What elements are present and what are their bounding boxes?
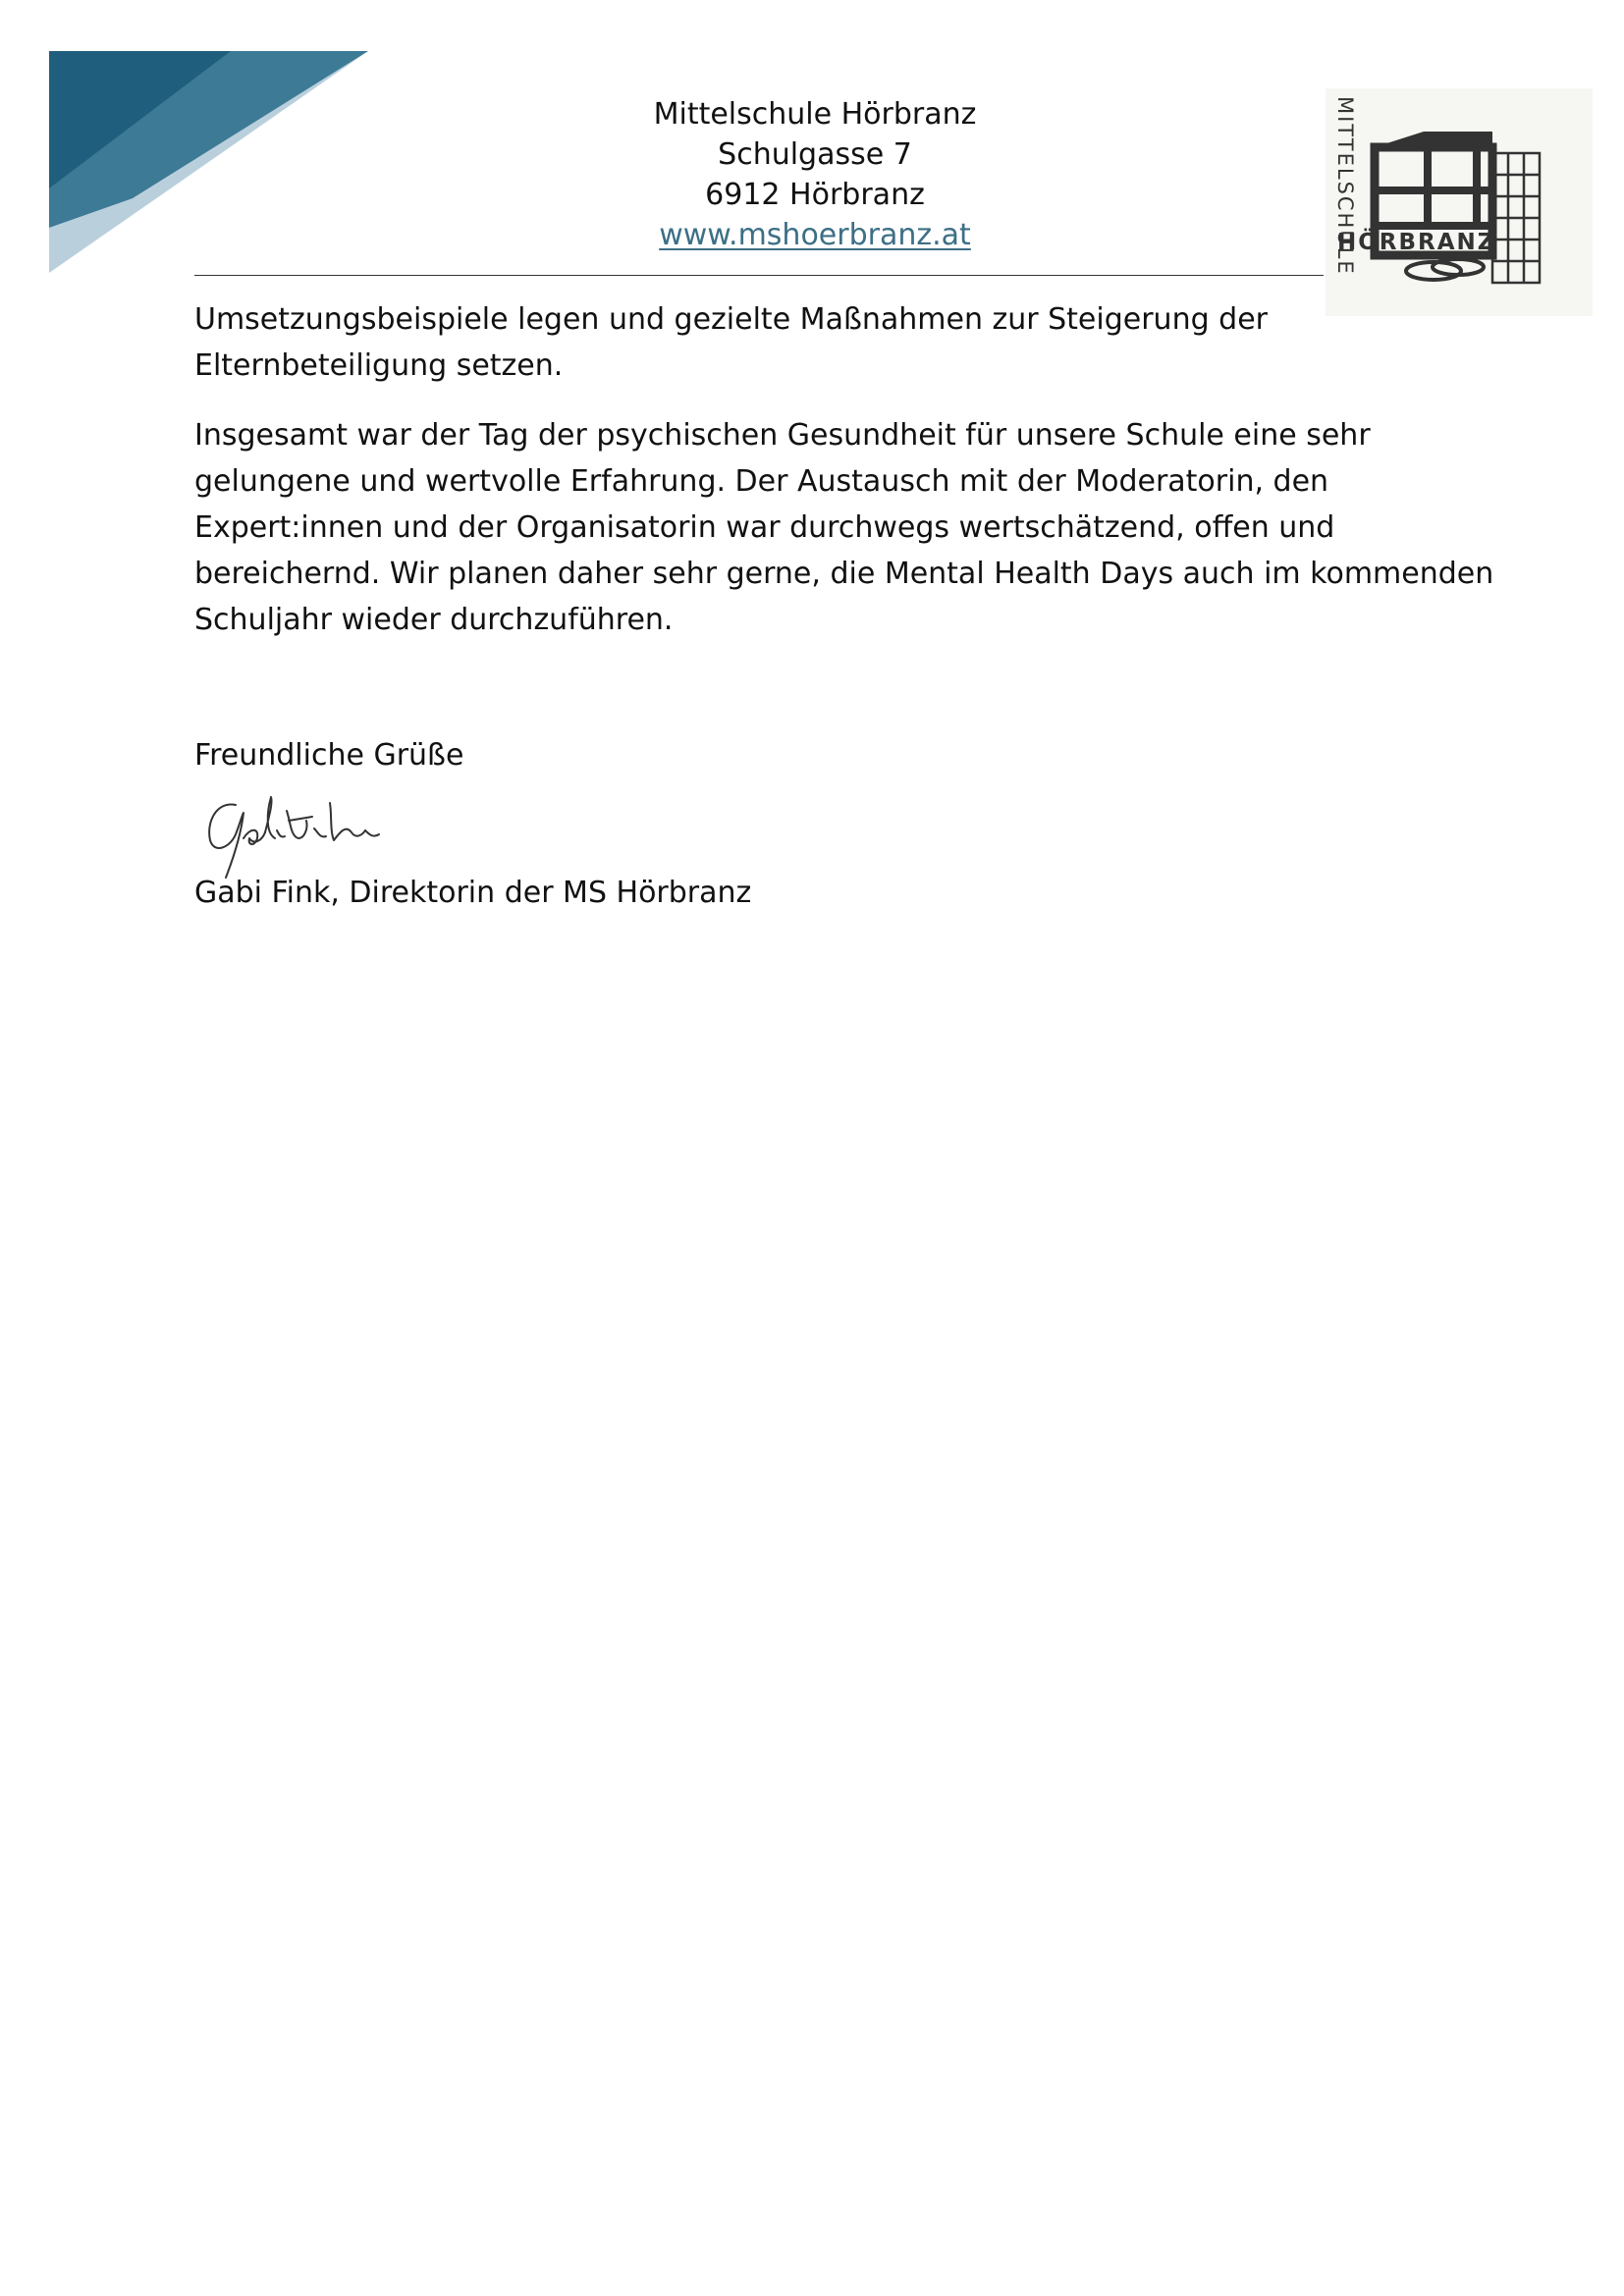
website-link[interactable]: www.mshoerbranz.at [659, 218, 971, 252]
closing-greeting: Freundliche Grüße [194, 738, 464, 773]
paragraph-line: Schuljahr wieder durchzuführen. [194, 603, 674, 637]
handwritten-signature [196, 783, 432, 881]
city-address: 6912 Hörbranz [705, 178, 925, 212]
corner-triangle-decoration [49, 51, 368, 273]
logo-vertical-text: MITTELSCHULE [1333, 96, 1357, 276]
paragraph-line: gelungene und wertvolle Erfahrung. Der Austausch mit der Moderatorin, den [194, 464, 1329, 499]
letterhead [520, 94, 1110, 255]
letter-body [194, 296, 1494, 667]
logo-name-text: HÖRBRANZ [1337, 230, 1496, 255]
paragraph-1 [194, 296, 1471, 389]
school-building-logo-icon [1326, 88, 1593, 316]
signer-name: Gabi Fink, Direktorin der MS Hörbranz [194, 876, 752, 910]
header-divider [194, 275, 1324, 276]
paragraph-line: bereichernd. Wir planen daher sehr gerne, die Mental Health Days auch im kommenden [194, 557, 1494, 591]
paragraph-2 [194, 412, 1494, 643]
school-name: Mittelschule Hörbranz [653, 97, 977, 132]
paragraph-line: Umsetzungsbeispiele legen und gezielte Maßnahmen zur Steigerung der [194, 302, 1268, 337]
paragraph-line: Expert:innen und der Organisatorin war durchwegs wertschätzend, offen und [194, 510, 1335, 545]
paragraph-line: Insgesamt war der Tag der psychischen Gesundheit für unsere Schule eine sehr [194, 418, 1371, 453]
paragraph-line: Elternbeteiligung setzen. [194, 348, 564, 383]
street-address: Schulgasse 7 [718, 137, 912, 172]
